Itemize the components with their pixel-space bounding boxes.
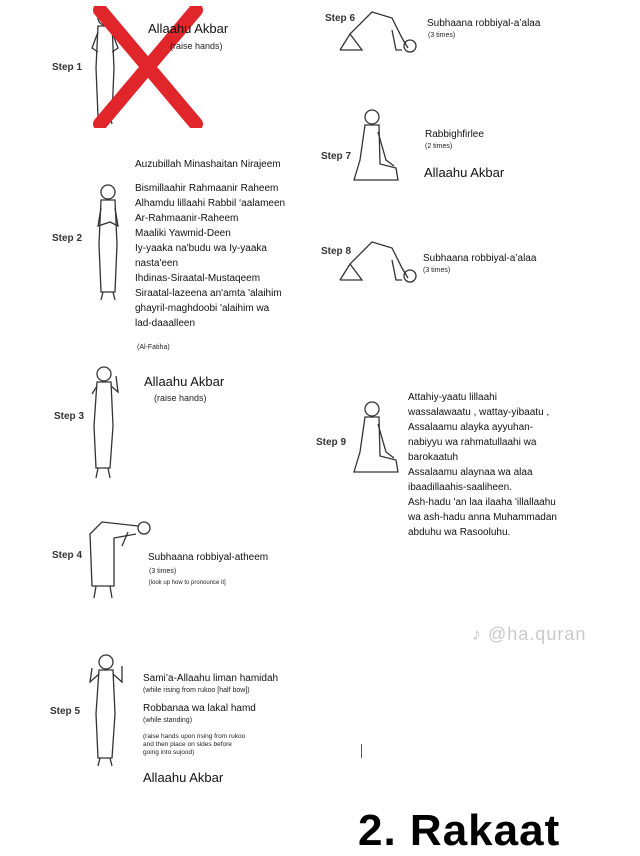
prostrating-figure-icon bbox=[336, 236, 422, 286]
prostrating-figure-icon bbox=[336, 4, 422, 58]
tashahhud-line: Attahiy-yaatu lillaahi bbox=[408, 392, 497, 403]
step5-line2: Robbanaa wa lakal hamd bbox=[143, 703, 256, 714]
sitting-tashahhud-figure-icon bbox=[350, 400, 406, 480]
step4-note: [look up how to pronounce it] bbox=[149, 580, 226, 586]
step5-note-line: (raise hands upon rising from rukoo bbox=[143, 733, 246, 740]
step6-main: Subhaana robbiyal-a’alaa bbox=[427, 18, 541, 29]
fatiha-line: Siraatal-lazeena an'amta 'alaihim bbox=[135, 288, 282, 299]
step1-main: Allaahu Akbar bbox=[148, 21, 229, 36]
tashahhud-line: nabiyyu wa rahmatullaahi wa bbox=[408, 437, 537, 448]
step7-main: Rabbighfirlee bbox=[425, 129, 484, 140]
step1-label: Step 1 bbox=[52, 62, 83, 73]
step3-label: Step 3 bbox=[54, 411, 85, 422]
fatiha-line: Bismillaahir Rahmaanir Raheem bbox=[135, 183, 279, 194]
divider-tick bbox=[361, 744, 362, 758]
step5-notes bbox=[143, 733, 245, 757]
fatiha-line: lad-daaalleen bbox=[135, 318, 196, 329]
step5-label: Step 5 bbox=[50, 706, 81, 717]
step8-label: Step 8 bbox=[321, 246, 352, 257]
step5-note-line: and then place on sides before bbox=[143, 741, 232, 748]
footer-title: 2. Rakaat bbox=[358, 806, 561, 855]
fatiha-line: Alhamdu lillaahi Rabbil ‘aalameen bbox=[135, 198, 286, 209]
tashahhud-line: Assalaamu alaynaa wa alaa bbox=[408, 467, 533, 478]
step9-label: Step 9 bbox=[316, 437, 347, 448]
tashahhud-line: ibaadillaahis-saaliheen. bbox=[408, 482, 512, 493]
step7-sub: (2 times) bbox=[425, 143, 453, 150]
tashahhud-line: wassalawaatu , wattay-yibaatu , bbox=[408, 407, 550, 418]
step2-intro: Auzubillah Minashaitan Nirajeem bbox=[135, 159, 281, 170]
tashahhud-line: abduhu wa Rasooluhu. bbox=[408, 527, 511, 538]
watermark-text: @ha.quran bbox=[488, 624, 587, 644]
standing-hands-folded-figure-icon bbox=[92, 182, 124, 304]
step2-label: Step 2 bbox=[52, 233, 83, 244]
step5-line1-note: (while rising from rukoo [half bow]) bbox=[143, 687, 250, 694]
fatiha-line: Maaliki Yawmid-Deen bbox=[135, 228, 231, 239]
step5-note-line: going into sujood) bbox=[143, 749, 195, 756]
watermark bbox=[472, 624, 586, 645]
step4-main: Subhaana robbiyal-atheem bbox=[148, 552, 269, 563]
fatiha-line: Ar-Rahmaanir-Raheem bbox=[135, 213, 239, 224]
step3-sub: (raise hands) bbox=[154, 393, 207, 403]
tashahhud-line: Ash-hadu 'an laa ilaaha 'illallaahu bbox=[408, 497, 556, 508]
step2-note: (Al-Fatiha) bbox=[137, 344, 170, 351]
step5-line1: Sami’a-Allaahu liman hamidah bbox=[143, 673, 279, 684]
step8-main: Subhaana robbiyal-a’alaa bbox=[423, 253, 537, 264]
step4-label: Step 4 bbox=[52, 550, 83, 561]
sitting-figure-icon bbox=[350, 108, 406, 188]
step8-sub: (3 times) bbox=[423, 267, 451, 274]
tashahhud-line: barokaatuh bbox=[408, 452, 459, 463]
standing-raising-hands-figure-icon bbox=[86, 652, 130, 770]
step9-tashahhud-text bbox=[408, 390, 557, 540]
step6-label: Step 6 bbox=[325, 13, 356, 24]
tiktok-icon: ♪ bbox=[472, 624, 482, 644]
step7-final: Allaahu Akbar bbox=[424, 165, 505, 180]
fatiha-line: nasta'een bbox=[135, 258, 179, 269]
fatiha-line: Iy-yaaka na'budu wa Iy-yaaka bbox=[135, 243, 267, 254]
step5-final: Allaahu Akbar bbox=[143, 770, 224, 785]
step2-fatiha-text bbox=[135, 181, 285, 331]
step7-label: Step 7 bbox=[321, 151, 352, 162]
step4-sub: (3 times) bbox=[149, 568, 177, 575]
step3-main: Allaahu Akbar bbox=[144, 374, 225, 389]
step5-line2-note: (while standing) bbox=[143, 717, 193, 724]
standing-raised-hands-figure-icon bbox=[86, 364, 126, 482]
tashahhud-line: Assalaamu alayka ayyuhan- bbox=[408, 422, 534, 433]
step1-sub: (raise hands) bbox=[170, 41, 223, 51]
fatiha-line: Ihdinas-Siraatal-Mustaqeem bbox=[135, 273, 261, 284]
tashahhud-line: wa ash-hadu anna Muhammadan bbox=[408, 512, 557, 523]
bowing-figure-icon bbox=[84, 516, 154, 604]
step6-sub: (3 times) bbox=[428, 32, 456, 39]
fatiha-line: ghayril-maghdoobi 'alaihim wa bbox=[135, 303, 270, 314]
